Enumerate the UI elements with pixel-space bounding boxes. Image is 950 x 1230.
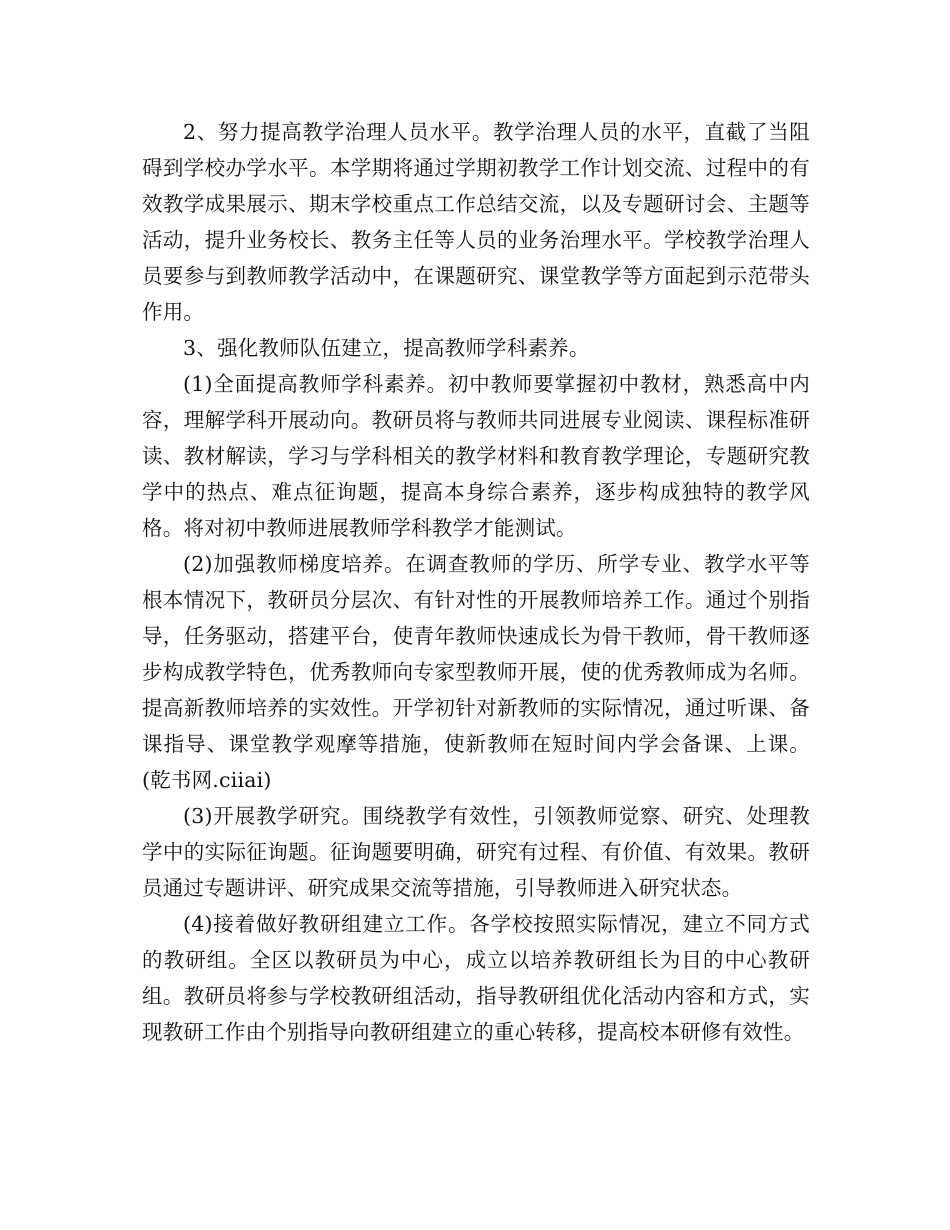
- paragraph-teaching-research: (3)开展教学研究。围绕教学有效性，引领教师觉察、研究、处理教学中的实际征询题。征询题要明确，研究有过程、有价值、有效果。教研员通过专题讲评、研究成果交流等措施，引导教师进入研究状态。: [142, 804, 810, 900]
- paragraph-teacher-team-heading: 3、强化教师队伍建立，提高教师学科素养。: [183, 336, 590, 360]
- paragraph-management-level: 2、努力提高教学治理人员水平。教学治理人员的水平，直截了当阻碍到学校办学水平。本学期将通过学期初教学工作计划交流、过程中的有效教学成果展示、期末学校重点工作总结交流，以及专题研讨会、主题等活动，提升业务校长、教务主任等人员的业务治理水平。学校教学治理人员要参与到教师教学活动中，在课题研究、课堂教学等方面起到示范带头作用。: [142, 120, 810, 324]
- document-body: [142, 114, 810, 1050]
- paragraph-gradient-training: (2)加强教师梯度培养。在调查教师的学历、所学专业、教学水平等根本情况下，教研员分层次、有针对性的开展教师培养工作。通过个别指导，任务驱动，搭建平台，使青年教师快速成长为骨干教师，骨干教师逐步构成教学特色，优秀教师向专家型教师开展，使的优秀教师成为名师。提高新教师培养的实效性。开学初针对新教师的实际情况，通过听课、备课指导、课堂教学观摩等措施，使新教师在短时间内学会备课、上课。(乾书网.ciiai): [142, 552, 810, 792]
- paragraph-research-group: (4)接着做好教研组建立工作。各学校按照实际情况，建立不同方式的教研组。全区以教研员为中心，成立以培养教研组长为目的中心教研组。教研员将参与学校教研组活动，指导教研组优化活动内容和方式，实现教研工作由个别指导向教研组建立的重心转移，提高校本研修有效性。: [142, 912, 810, 1044]
- paragraph-subject-literacy: (1)全面提高教师学科素养。初中教师要掌握初中教材，熟悉高中内容，理解学科开展动向。教研员将与教师共同进展专业阅读、课程标准研读、教材解读，学习与学科相关的教学材料和教育教学理论，专题研究教学中的热点、难点征询题，提高本身综合素养，逐步构成独特的教学风格。将对初中教师进展教师学科教学才能测试。: [142, 372, 810, 540]
